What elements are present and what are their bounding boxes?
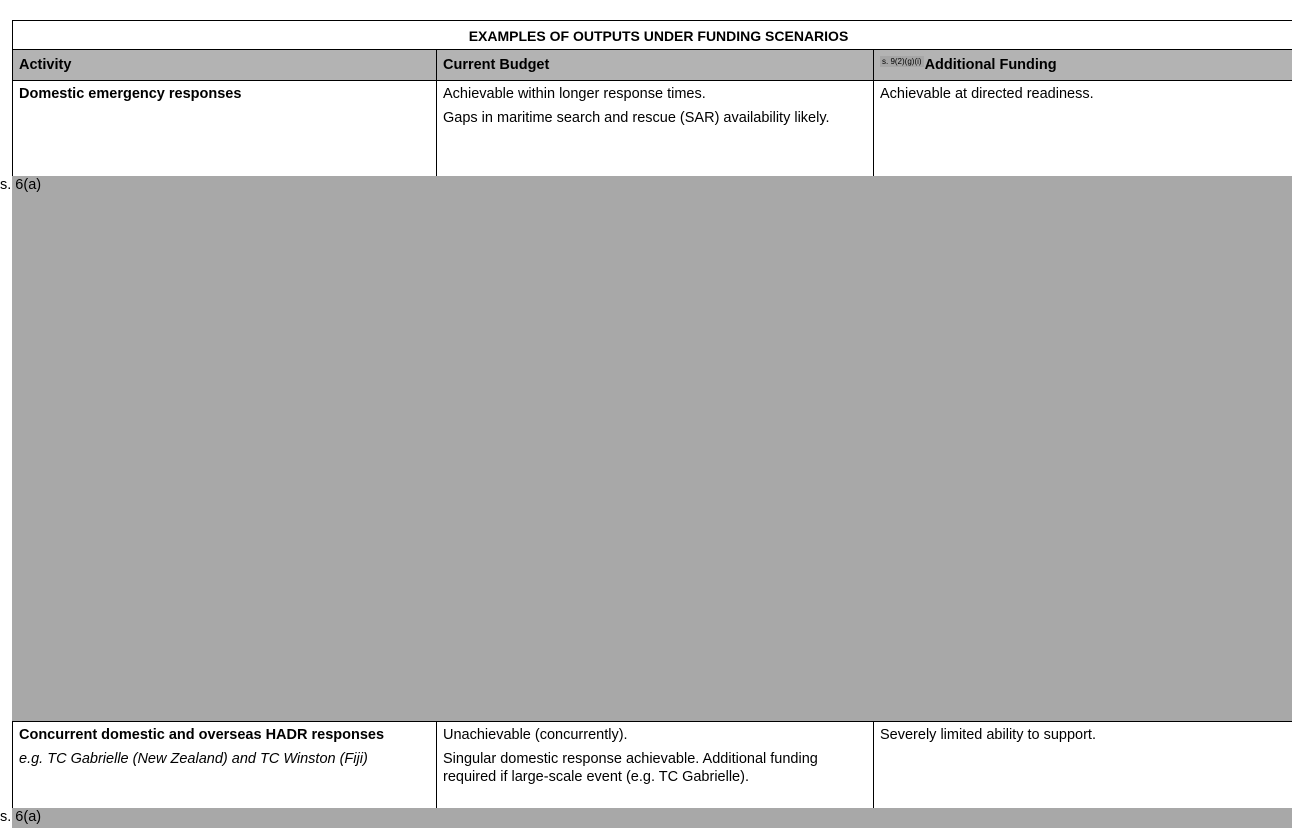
redaction-code: s. 6(a)	[0, 809, 42, 825]
current-budget-cell	[436, 81, 873, 187]
additional-funding-cell: Achievable at directed readiness.	[873, 81, 1292, 187]
header-activity: Activity	[12, 50, 436, 80]
header-additional-funding	[873, 50, 1292, 80]
redaction-code: s. 6(a)	[0, 177, 42, 193]
funding-scenarios-table-continued	[12, 721, 1292, 810]
funding-scenarios-table	[12, 20, 1292, 188]
additional-funding-cell: Severely limited ability to support.	[873, 722, 1292, 809]
current-budget-line: Singular domestic response achievable. Additional funding required if large-scale event (e.g. TC Gabrielle).	[443, 751, 818, 785]
activity-example: e.g. TC Gabrielle (New Zealand) and TC Winston (Fiji)	[19, 751, 368, 767]
inline-redaction-code: s. 9(2)(g)(i)	[882, 57, 922, 66]
current-budget-line: Gaps in maritime search and rescue (SAR) availability likely.	[443, 110, 830, 126]
redaction-block	[12, 808, 1292, 828]
activity-title: Concurrent domestic and overseas HADR responses	[19, 727, 385, 743]
header-additional-label: Additional Funding	[924, 57, 1057, 73]
table-title: EXAMPLES OF OUTPUTS UNDER FUNDING SCENARIOS	[468, 28, 849, 44]
activity-cell	[12, 722, 436, 809]
current-budget-line: Unachievable (concurrently).	[443, 727, 628, 743]
activity-cell: Domestic emergency responses	[12, 81, 436, 187]
current-budget-line: Achievable within longer response times.	[443, 86, 706, 102]
table-header-row	[12, 50, 1292, 81]
redaction-block	[12, 176, 1292, 721]
current-budget-cell	[436, 722, 873, 809]
table-row	[12, 722, 1292, 810]
table-title-row	[12, 21, 1292, 50]
table-row	[12, 81, 1292, 188]
header-current-budget: Current Budget	[436, 50, 873, 80]
